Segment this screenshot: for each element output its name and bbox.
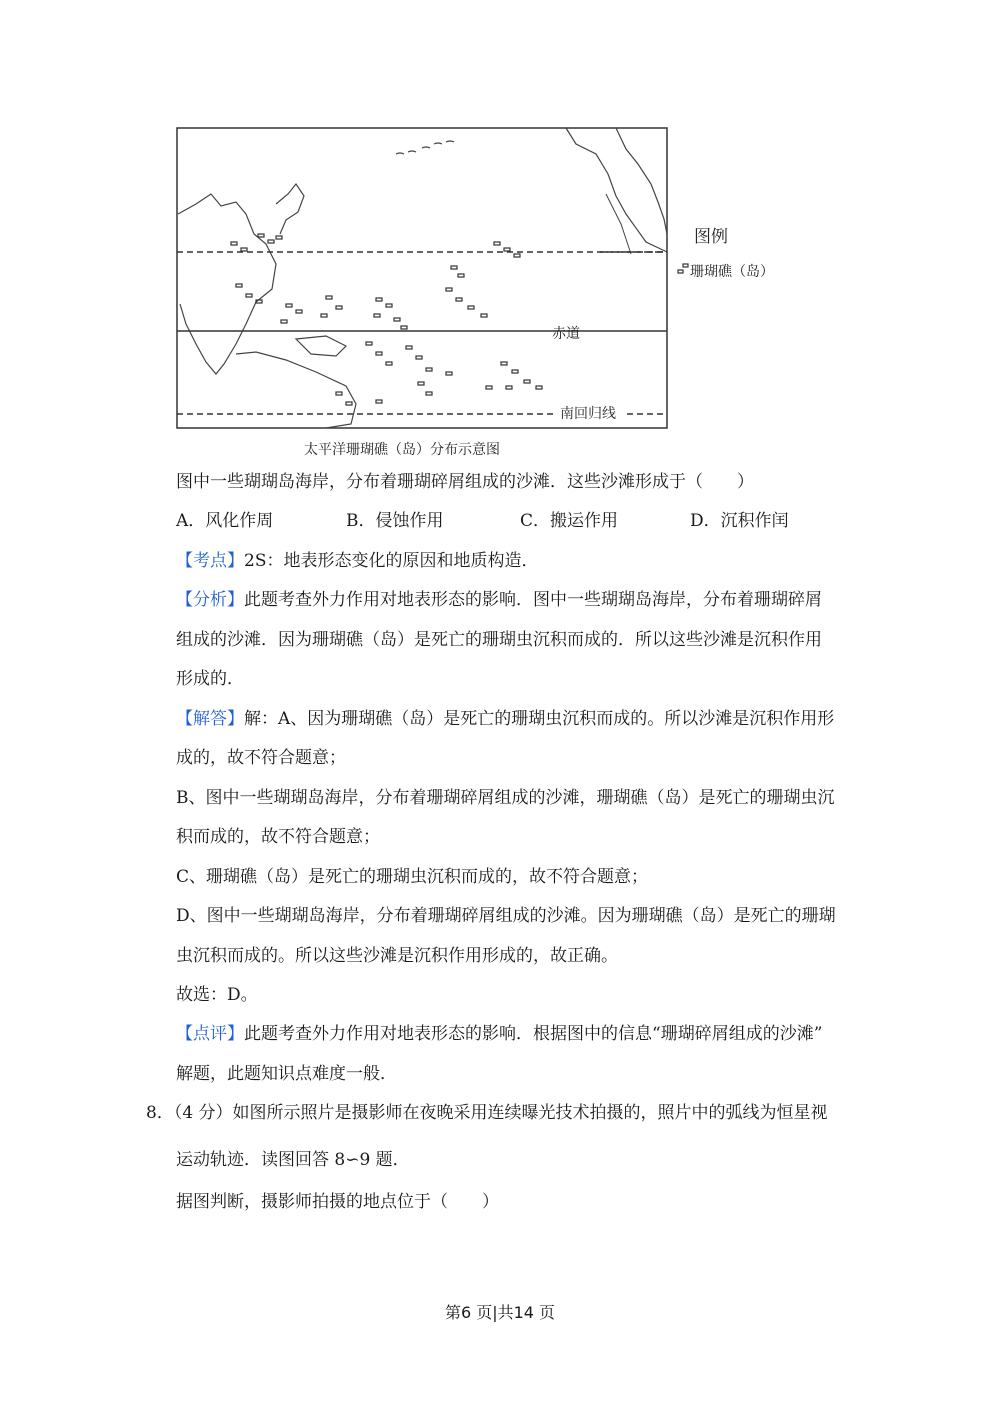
- page-footer: 第6 页|共14 页: [444, 1303, 556, 1322]
- asia-coastline: [178, 194, 276, 374]
- jieda-line-2: 成的，故不符合题意；: [176, 748, 346, 768]
- america-coast: [616, 128, 667, 234]
- q8-stem-1: （4 分）如图所示照片是摄影师在夜晚采用连续曝光技术拍摄的，照片中的弧线为恒星视: [173, 1103, 828, 1123]
- america-coast-2: [566, 128, 667, 252]
- legend-title: 图例: [694, 227, 728, 247]
- dianping-tag: 【点评】: [176, 1024, 244, 1044]
- option-d: D．沉积作闰: [690, 511, 789, 531]
- jieda-text-1: 解：A、因为珊瑚礁（岛）是死亡的珊瑚虫沉积而成的。所以沙滩是沉积作用形: [244, 709, 835, 729]
- map-svg: [176, 124, 786, 460]
- option-b: B．侵蚀作用: [346, 511, 444, 531]
- jieda-line-7: 虫沉积而成的。所以这些沙滩是沉积作用形成的，故正确。: [176, 946, 618, 966]
- kaodian-tag: 【考点】: [176, 551, 244, 571]
- japan-coast: [276, 184, 304, 234]
- map-frame: [177, 128, 667, 428]
- fenxi-text-1: 此题考查外力作用对地表形态的影响．图中一些瑚瑚岛海岸，分布着珊瑚碎屑: [244, 590, 822, 610]
- jieda-line-5: C、珊瑚礁（岛）是死亡的珊瑚虫沉积而成的，故不符合题意；: [176, 867, 649, 887]
- fenxi-line-1: [176, 588, 822, 612]
- option-c: C．搬运作用: [520, 511, 619, 531]
- dianping-text-1: 此题考查外力作用对地表形态的影响．根据图中的信息“珊瑚碎屑组成的沙滩”: [244, 1024, 823, 1044]
- kaodian-line: [176, 549, 538, 573]
- equator-label: 赤道: [552, 326, 580, 342]
- legend-item: 珊瑚礁（岛）: [690, 264, 774, 280]
- q8-stem-2: 运动轨迹．读图回答 8∽9 题．: [176, 1150, 410, 1170]
- option-a: A．风化作周: [176, 511, 274, 531]
- jieda-line-8: 故选：D。: [176, 985, 258, 1005]
- australia-coast: [236, 352, 356, 428]
- map-caption: 太平洋珊瑚礁（岛）分布示意图: [304, 442, 500, 458]
- jieda-line-6: D、图中一些瑚瑚岛海岸，分布着珊瑚碎屑组成的沙滩。因为珊瑚礁（岛）是死亡的珊瑚: [176, 906, 836, 926]
- baja: [606, 194, 631, 254]
- dianping-line-1: [176, 1022, 822, 1046]
- q8-line-1: [146, 1101, 828, 1125]
- fenxi-tag: 【分析】: [176, 590, 244, 610]
- aleutian-islands: [396, 141, 454, 154]
- fenxi-line-3: 形成的．: [176, 669, 244, 689]
- kaodian-text: 2S：地表形态变化的原因和地质构造．: [244, 551, 539, 571]
- q8-number: 8．: [146, 1103, 174, 1123]
- q7-stem: 图中一些瑚瑚岛海岸，分布着珊瑚碎屑组成的沙滩．这些沙滩形成于（ ）: [176, 472, 754, 492]
- tropic-label: 南回归线: [560, 406, 616, 422]
- q8-sub: 据图判断，摄影师拍摄的地点位于（ ）: [176, 1192, 499, 1212]
- new-guinea: [296, 336, 346, 356]
- dianping-line-2: 解题，此题知识点难度一般．: [176, 1064, 397, 1084]
- jieda-line-3: B、图中一些瑚瑚岛海岸，分布着珊瑚碎屑组成的沙滩，珊瑚礁（岛）是死亡的珊瑚虫沉: [176, 788, 835, 808]
- coral-reef-markers: [231, 234, 542, 405]
- jieda-tag: 【解答】: [176, 709, 244, 729]
- pacific-coral-map: [176, 124, 786, 460]
- jieda-line-1: [176, 707, 834, 731]
- jieda-line-4: 积而成的，故不符合题意；: [176, 827, 380, 847]
- fenxi-line-2: 组成的沙滩．因为珊瑚礁（岛）是死亡的珊瑚虫沉积而成的．所以这些沙滩是沉积作用: [176, 630, 822, 650]
- legend-marker-icon: [678, 270, 683, 273]
